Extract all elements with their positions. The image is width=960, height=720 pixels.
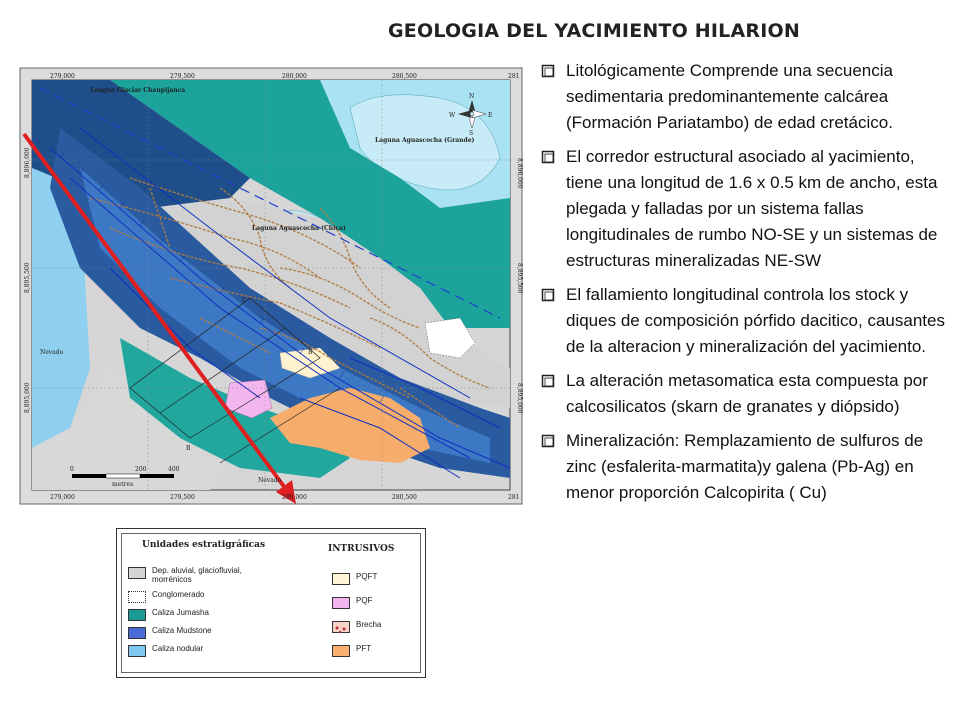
bullet-item <box>540 368 950 420</box>
bullet-text: La alteración metasomatica esta compuesta por calcosilicatos (skarn de granates y diópsido) <box>566 371 928 416</box>
top-tick: 280,000 <box>282 73 307 80</box>
bullet-item <box>540 58 950 136</box>
legend-label: Dep. aluvial, glaciofluvial, morrénicos <box>152 566 242 584</box>
legend-swatch <box>332 597 350 609</box>
top-tick: 279,500 <box>170 73 195 80</box>
label-section-b-prime: B' <box>308 349 315 356</box>
bullet-item <box>540 282 950 360</box>
label-section-c: C <box>242 297 247 304</box>
top-tick: 281 <box>508 73 520 80</box>
legend-swatch <box>128 645 146 657</box>
bullet-text: El fallamiento longitudinal controla los stock y diques de composición pórfido dacitico, causantes de la alteracion y mineralización del yacimiento. <box>566 285 945 356</box>
scale-tick: 0 <box>70 466 74 473</box>
legend-label: PQFT <box>356 572 378 581</box>
checkbox-bullet-icon <box>542 151 554 163</box>
right-tick: 8,895,000 <box>516 383 523 414</box>
bottom-tick: 280,500 <box>392 494 417 501</box>
compass-w: W <box>449 112 456 119</box>
label-nevado-s: Nevado <box>258 477 282 484</box>
label-lengua-glaciar: Lengua Glaciar Chaupijanca <box>90 87 186 94</box>
legend-swatch <box>128 609 146 621</box>
page-title: GEOLOGIA DEL YACIMIENTO HILARION <box>388 20 800 42</box>
label-section-b: B <box>186 445 191 452</box>
geologic-map <box>20 68 522 504</box>
left-tick: 8,896,000 <box>24 147 31 178</box>
top-tick: 280,500 <box>392 73 417 80</box>
right-tick: 8,895,500 <box>516 263 523 294</box>
scale-tick: 200 <box>135 466 147 473</box>
legend-label: Conglomerado <box>152 590 205 599</box>
legend-intr-header: INTRUSIVOS <box>328 544 395 554</box>
label-laguna-grande: Laguna Aguascocha (Grande) <box>375 137 475 144</box>
compass-n: N <box>469 93 475 100</box>
legend-label: Caliza Jumasha <box>152 608 209 617</box>
scale-tick: 400 <box>168 466 180 473</box>
legend-label: PQF <box>356 596 373 605</box>
legend-label: PFT <box>356 644 372 653</box>
top-tick: 279,000 <box>50 73 75 80</box>
checkbox-bullet-icon <box>542 375 554 387</box>
bottom-tick: 279,000 <box>50 494 75 501</box>
bullet-text: El corredor estructural asociado al yacimiento, tiene una longitud de 1.6 x 0.5 km de ancho, esta plegada y falladas por un sistema fallas longitudinales de rumbo NO-SE y un sistemas de estructuras mineralizadas NE-SW <box>566 147 938 270</box>
legend-label: Brecha <box>356 620 382 629</box>
bottom-tick: 281 <box>508 494 520 501</box>
left-tick: 8,895,000 <box>24 382 31 413</box>
scale-unit: metres <box>112 481 134 488</box>
bottom-tick: 279,500 <box>170 494 195 501</box>
map-legend <box>116 528 426 678</box>
checkbox-bullet-icon <box>542 435 554 447</box>
checkbox-bullet-icon <box>542 65 554 77</box>
legend-swatch <box>128 567 146 579</box>
legend-swatch <box>128 591 146 603</box>
label-laguna-chica: Laguna Aguascocha (Chica) <box>252 225 346 232</box>
checkbox-bullet-icon <box>542 289 554 301</box>
legend-label: Caliza Mudstone <box>152 626 212 635</box>
compass-e: E <box>488 112 493 119</box>
compass-s: S <box>469 130 474 137</box>
bullet-item <box>540 144 950 274</box>
bullet-text: Mineralización: Remplazamiento de sulfuros de zinc (esfalerita-marmatita)y galena (Pb-Ag) en menor proporción Calcopirita ( Cu) <box>566 431 924 502</box>
legend-swatch <box>332 573 350 585</box>
legend-swatch <box>332 621 350 633</box>
bullet-list <box>540 58 950 506</box>
legend-swatch <box>332 645 350 657</box>
legend-inner-frame <box>121 533 421 673</box>
legend-strat-header: Unidades estratigráficas <box>142 540 266 550</box>
legend-label: Caliza nodular <box>152 644 204 653</box>
right-tick: 8,896,000 <box>516 158 523 189</box>
bullet-text: Litológicamente Comprende una secuencia sedimentaria predominantemente calcárea (Formación Pariatambo) de edad cretácico. <box>566 61 893 132</box>
bullet-item <box>540 428 950 506</box>
label-nevado-w: Nevado <box>40 349 64 356</box>
brecha-pattern-icon <box>333 625 349 635</box>
legend-swatch <box>128 627 146 639</box>
bottom-tick: 280,000 <box>282 494 307 501</box>
left-tick: 8,895,500 <box>24 262 31 293</box>
